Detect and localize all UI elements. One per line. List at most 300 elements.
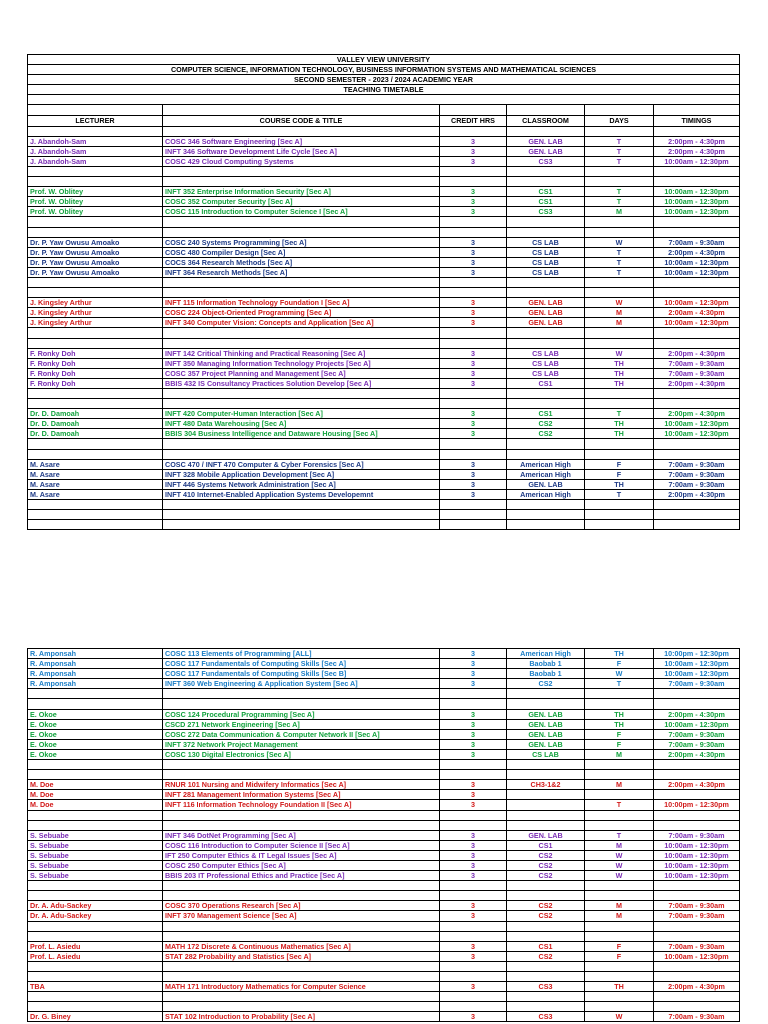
- lecturer-cell: S. Sebuabe: [28, 840, 163, 850]
- timing-cell: 10:00am - 12:30pm: [654, 156, 740, 166]
- timing-cell: 7:00am - 9:30am: [654, 1012, 740, 1022]
- timetable-row: [28, 479, 740, 489]
- classroom-cell: CS1: [507, 941, 585, 951]
- lecturer-cell: M. Asare: [28, 489, 163, 499]
- classroom-cell: CS LAB: [507, 348, 585, 358]
- timetable-row: [28, 146, 740, 156]
- timing-cell: 7:00am - 9:30am: [654, 358, 740, 368]
- classroom-cell: CS2: [507, 419, 585, 429]
- timetable-row: [28, 358, 740, 368]
- classroom-cell: CS LAB: [507, 267, 585, 277]
- credit-cell: 3: [440, 729, 507, 739]
- spacer-row: [28, 166, 740, 176]
- spacer-row: [28, 227, 740, 237]
- classroom-cell: CS1: [507, 409, 585, 419]
- credit-cell: 3: [440, 840, 507, 850]
- course-cell: COSC 429 Cloud Computing Systems: [163, 156, 440, 166]
- lecturer-cell: Prof. W. Oblitey: [28, 207, 163, 217]
- lecturer-cell: Prof. W. Oblitey: [28, 187, 163, 197]
- timetable-row: [28, 298, 740, 308]
- classroom-cell: GEN. LAB: [507, 729, 585, 739]
- credit-cell: 3: [440, 719, 507, 729]
- lecturer-cell: Prof. L. Asiedu: [28, 941, 163, 951]
- timing-cell: 7:00am - 9:30am: [654, 739, 740, 749]
- credit-cell: 3: [440, 800, 507, 810]
- timing-cell: 10:00am - 12:30pm: [654, 318, 740, 328]
- credit-cell: 3: [440, 982, 507, 992]
- classroom-cell: American High: [507, 489, 585, 499]
- lecturer-cell: Dr. D. Damoah: [28, 409, 163, 419]
- spacer-row: [28, 921, 740, 931]
- timing-cell: 2:00pm - 4:30pm: [654, 709, 740, 719]
- credit-cell: 3: [440, 669, 507, 679]
- day-cell: T: [585, 489, 654, 499]
- credit-cell: 3: [440, 318, 507, 328]
- classroom-cell: CS2: [507, 860, 585, 870]
- credit-cell: 3: [440, 237, 507, 247]
- spacer-row: [28, 389, 740, 399]
- timetable-row: [28, 237, 740, 247]
- course-cell: INFT 360 Web Engineering & Application System [Sec A]: [163, 679, 440, 689]
- classroom-cell: American High: [507, 459, 585, 469]
- course-cell: COCS 364 Research Methods [Sec A]: [163, 257, 440, 267]
- classroom-cell: Baobab 1: [507, 659, 585, 669]
- credit-cell: 3: [440, 739, 507, 749]
- lecturer-cell: J. Kingsley Arthur: [28, 308, 163, 318]
- timetable-row: [28, 378, 740, 388]
- semester-label: SECOND SEMESTER - 2023 / 2024 ACADEMIC YEAR: [28, 75, 740, 85]
- classroom-cell: GEN. LAB: [507, 739, 585, 749]
- spacer-row: [28, 961, 740, 971]
- spacer-row: [28, 126, 740, 136]
- day-cell: W: [585, 669, 654, 679]
- lecturer-cell: E. Okoe: [28, 709, 163, 719]
- classroom-cell: CH3-1&2: [507, 780, 585, 790]
- credit-cell: 3: [440, 749, 507, 759]
- lecturer-cell: S. Sebuabe: [28, 871, 163, 881]
- timing-cell: 7:00am - 9:30am: [654, 679, 740, 689]
- classroom-cell: CS3: [507, 207, 585, 217]
- day-cell: TH: [585, 358, 654, 368]
- lecturer-cell: Dr. A. Adu-Sackey: [28, 911, 163, 921]
- lecturer-cell: M. Asare: [28, 479, 163, 489]
- course-cell: MATH 171 Introductory Mathematics for Computer Science: [163, 982, 440, 992]
- timetable-row: [28, 790, 740, 800]
- lecturer-cell: F. Ronky Doh: [28, 368, 163, 378]
- timetable-row: [28, 267, 740, 277]
- spacer-row: [28, 449, 740, 459]
- document-title: TEACHING TIMETABLE: [28, 85, 740, 95]
- course-cell: COSC 115 Introduction to Computer Science I [Sec A]: [163, 207, 440, 217]
- credit-cell: 3: [440, 136, 507, 146]
- day-cell: T: [585, 257, 654, 267]
- classroom-cell: Baobab 1: [507, 669, 585, 679]
- credit-cell: 3: [440, 156, 507, 166]
- classroom-cell: CS LAB: [507, 247, 585, 257]
- credit-cell: 3: [440, 348, 507, 358]
- spacer-row: [28, 277, 740, 287]
- credit-cell: 3: [440, 659, 507, 669]
- classroom-cell: CS LAB: [507, 237, 585, 247]
- timing-cell: 2:00am - 4:30pm: [654, 308, 740, 318]
- credit-cell: 3: [440, 830, 507, 840]
- classroom-cell: CS2: [507, 850, 585, 860]
- lecturer-cell: M. Doe: [28, 780, 163, 790]
- credit-cell: 3: [440, 368, 507, 378]
- timing-cell: 10:00am - 12:30pm: [654, 429, 740, 439]
- course-cell: COSC 370 Operations Research [Sec A]: [163, 901, 440, 911]
- lecturer-cell: Dr. D. Damoah: [28, 429, 163, 439]
- spacer-row: [28, 95, 740, 105]
- spacer-row: [28, 288, 740, 298]
- timetable-row: [28, 1012, 740, 1022]
- lecturer-cell: Dr. P. Yaw Owusu Amoako: [28, 247, 163, 257]
- lecturer-cell: J. Kingsley Arthur: [28, 298, 163, 308]
- course-cell: BBIS 432 IS Consultancy Practices Solution Develop [Sec A]: [163, 378, 440, 388]
- classroom-cell: CS1: [507, 378, 585, 388]
- timing-cell: 2:00pm - 4:30pm: [654, 146, 740, 156]
- timetable-row: [28, 348, 740, 358]
- day-cell: F: [585, 951, 654, 961]
- day-cell: TH: [585, 378, 654, 388]
- lecturer-cell: S. Sebuabe: [28, 850, 163, 860]
- timetable-row: [28, 156, 740, 166]
- day-cell: TH: [585, 982, 654, 992]
- classroom-cell: GEN. LAB: [507, 146, 585, 156]
- classroom-cell: CS1: [507, 840, 585, 850]
- day-cell: T: [585, 267, 654, 277]
- timetable-row: [28, 749, 740, 759]
- classroom-cell: GEN. LAB: [507, 479, 585, 489]
- spacer-row: [28, 500, 740, 510]
- lecturer-cell: J. Abandoh-Sam: [28, 136, 163, 146]
- classroom-cell: CS1: [507, 197, 585, 207]
- course-cell: INFT 116 Information Technology Foundation II [Sec A]: [163, 800, 440, 810]
- credit-cell: 3: [440, 860, 507, 870]
- course-cell: COSC 124 Procedural Programming [Sec A]: [163, 709, 440, 719]
- classroom-cell: CS2: [507, 871, 585, 881]
- lecturer-cell: Prof. W. Oblitey: [28, 197, 163, 207]
- course-cell: COSC 224 Object-Oriented Programming [Sec A]: [163, 308, 440, 318]
- day-cell: W: [585, 298, 654, 308]
- course-cell: COSC 117 Fundamentals of Computing Skills [Sec A]: [163, 659, 440, 669]
- day-cell: T: [585, 247, 654, 257]
- day-cell: [585, 790, 654, 800]
- course-cell: INFT 370 Management Science [Sec A]: [163, 911, 440, 921]
- credit-cell: 3: [440, 901, 507, 911]
- classroom-cell: CS2: [507, 429, 585, 439]
- day-cell: TH: [585, 649, 654, 659]
- timetable-row: [28, 800, 740, 810]
- course-cell: INFT 410 Internet-Enabled Application Systems Developemnt: [163, 489, 440, 499]
- timetable-row: [28, 197, 740, 207]
- timetable-row: [28, 257, 740, 267]
- course-cell: INFT 340 Computer Vision: Concepts and Application [Sec A]: [163, 318, 440, 328]
- course-cell: INFT 364 Research Methods [Sec A]: [163, 267, 440, 277]
- timetable-row: [28, 850, 740, 860]
- timing-cell: 7:00am - 9:30am: [654, 469, 740, 479]
- credit-cell: 3: [440, 479, 507, 489]
- timetable-row: [28, 207, 740, 217]
- spacer-row: [28, 520, 740, 530]
- credit-cell: 3: [440, 267, 507, 277]
- timetable-row: [28, 409, 740, 419]
- lecturer-cell: E. Okoe: [28, 729, 163, 739]
- credit-cell: 3: [440, 489, 507, 499]
- faculty-name: COMPUTER SCIENCE, INFORMATION TECHNOLOGY, BUSINESS INFORMATION SYSTEMS AND MATHEMATICAL SCIENCES: [28, 65, 740, 75]
- university-name: VALLEY VIEW UNIVERSITY: [28, 55, 740, 65]
- day-cell: W: [585, 348, 654, 358]
- timetable-row: [28, 187, 740, 197]
- credit-cell: 3: [440, 308, 507, 318]
- course-cell: BBIS 304 Business Intelligence and Dataware Housing [Sec A]: [163, 429, 440, 439]
- lecturer-cell: F. Ronky Doh: [28, 378, 163, 388]
- timing-cell: 10:00pm - 12:30pm: [654, 800, 740, 810]
- classroom-cell: CS2: [507, 911, 585, 921]
- day-cell: M: [585, 318, 654, 328]
- credit-cell: 3: [440, 207, 507, 217]
- day-cell: TH: [585, 479, 654, 489]
- timetable-row: [28, 871, 740, 881]
- credit-cell: 3: [440, 951, 507, 961]
- timing-cell: 7:00am - 9:30am: [654, 941, 740, 951]
- day-cell: T: [585, 409, 654, 419]
- timing-cell: 7:00am - 9:30am: [654, 237, 740, 247]
- course-cell: INFT 352 Enterprise Information Security [Sec A]: [163, 187, 440, 197]
- course-cell: INFT 346 Software Development Life Cycle [Sec A]: [163, 146, 440, 156]
- classroom-cell: GEN. LAB: [507, 136, 585, 146]
- classroom-cell: GEN. LAB: [507, 318, 585, 328]
- credit-cell: 3: [440, 911, 507, 921]
- col-classroom: CLASSROOM: [507, 115, 585, 126]
- day-cell: W: [585, 1012, 654, 1022]
- day-cell: T: [585, 156, 654, 166]
- credit-cell: 3: [440, 257, 507, 267]
- course-cell: COSC 250 Computer Ethics [Sec A]: [163, 860, 440, 870]
- day-cell: T: [585, 136, 654, 146]
- timing-cell: 10:00am - 12:30pm: [654, 860, 740, 870]
- classroom-cell: CS3: [507, 982, 585, 992]
- day-cell: F: [585, 941, 654, 951]
- day-cell: M: [585, 207, 654, 217]
- timing-cell: 10:00am - 12:30pm: [654, 298, 740, 308]
- timing-cell: 2:00pm - 4:30pm: [654, 749, 740, 759]
- day-cell: T: [585, 187, 654, 197]
- timing-cell: 10:00am - 12:30pm: [654, 419, 740, 429]
- day-cell: W: [585, 850, 654, 860]
- lecturer-cell: R. Amponsah: [28, 649, 163, 659]
- classroom-cell: CS3: [507, 1012, 585, 1022]
- day-cell: M: [585, 780, 654, 790]
- course-cell: INFT 115 Information Technology Foundation I [Sec A]: [163, 298, 440, 308]
- day-cell: F: [585, 469, 654, 479]
- day-cell: W: [585, 860, 654, 870]
- credit-cell: 3: [440, 649, 507, 659]
- classroom-cell: American High: [507, 469, 585, 479]
- lecturer-cell: TBA: [28, 982, 163, 992]
- course-cell: COSC 357 Project Planning and Management [Sec A]: [163, 368, 440, 378]
- timing-cell: 10:00am - 12:30pm: [654, 871, 740, 881]
- credit-cell: 3: [440, 850, 507, 860]
- course-cell: COSC 113 Elements of Programming [ALL]: [163, 649, 440, 659]
- credit-cell: 3: [440, 780, 507, 790]
- course-cell: INFT 350 Managing Information Technology Projects [Sec A]: [163, 358, 440, 368]
- lecturer-cell: Dr. P. Yaw Owusu Amoako: [28, 237, 163, 247]
- timing-cell: 2:00pm - 4:30pm: [654, 489, 740, 499]
- timetable-row: [28, 780, 740, 790]
- credit-cell: 3: [440, 709, 507, 719]
- credit-cell: 3: [440, 146, 507, 156]
- credit-cell: 3: [440, 941, 507, 951]
- spacer-row: [28, 1002, 740, 1012]
- day-cell: W: [585, 237, 654, 247]
- course-cell: COSC 470 / INFT 470 Computer & Cyber Forensics [Sec A]: [163, 459, 440, 469]
- course-cell: COSC 130 Digital Electronics [Sec A]: [163, 749, 440, 759]
- timetable-row: [28, 709, 740, 719]
- day-cell: T: [585, 197, 654, 207]
- timetable-row: [28, 951, 740, 961]
- lecturer-cell: R. Amponsah: [28, 659, 163, 669]
- timetable-row: [28, 719, 740, 729]
- col-days: DAYS: [585, 115, 654, 126]
- timetable-row: [28, 368, 740, 378]
- timing-cell: 7:00am - 9:30am: [654, 729, 740, 739]
- timetable-row: [28, 489, 740, 499]
- course-cell: COSC 346 Software Engineering [Sec A]: [163, 136, 440, 146]
- timing-cell: 10:00am - 12:30pm: [654, 267, 740, 277]
- credit-cell: 3: [440, 459, 507, 469]
- lecturer-cell: Dr. G. Biney: [28, 1012, 163, 1022]
- credit-cell: 3: [440, 871, 507, 881]
- course-cell: COSC 117 Fundamentals of Computing Skills [Sec B]: [163, 669, 440, 679]
- lecturer-cell: S. Sebuabe: [28, 860, 163, 870]
- lecturer-cell: Dr. A. Adu-Sackey: [28, 901, 163, 911]
- classroom-cell: CS2: [507, 901, 585, 911]
- timetable-row: [28, 429, 740, 439]
- timing-cell: 2:00pm - 4:30pm: [654, 136, 740, 146]
- spacer-row: [28, 760, 740, 770]
- timetable-row: [28, 669, 740, 679]
- lecturer-cell: E. Okoe: [28, 749, 163, 759]
- timetable-row: [28, 860, 740, 870]
- course-cell: CSCD 271 Network Engineering [Sec A]: [163, 719, 440, 729]
- day-cell: F: [585, 729, 654, 739]
- timing-cell: 10:00am - 12:30pm: [654, 257, 740, 267]
- course-cell: COSC 272 Data Communication & Computer Network II [Sec A]: [163, 729, 440, 739]
- timetable-row: [28, 901, 740, 911]
- course-cell: INFT 480 Data Warehousing [Sec A]: [163, 419, 440, 429]
- timetable-row: [28, 659, 740, 669]
- credit-cell: 3: [440, 247, 507, 257]
- timetable-row: [28, 649, 740, 659]
- credit-cell: 3: [440, 298, 507, 308]
- timing-cell: 7:00am - 9:30am: [654, 368, 740, 378]
- col-lecturer: LECTURER: [28, 115, 163, 126]
- classroom-cell: [507, 790, 585, 800]
- lecturer-cell: S. Sebuabe: [28, 830, 163, 840]
- timing-cell: 10:00am - 12:30pm: [654, 207, 740, 217]
- course-cell: MATH 172 Discrete & Continuous Mathematics [Sec A]: [163, 941, 440, 951]
- course-cell: INFT 328 Mobile Application Development [Sec A]: [163, 469, 440, 479]
- timing-cell: 10:00am - 12:30pm: [654, 669, 740, 679]
- day-cell: T: [585, 800, 654, 810]
- classroom-cell: GEN. LAB: [507, 719, 585, 729]
- classroom-cell: GEN. LAB: [507, 298, 585, 308]
- day-cell: F: [585, 659, 654, 669]
- day-cell: F: [585, 739, 654, 749]
- lecturer-cell: Dr. P. Yaw Owusu Amoako: [28, 257, 163, 267]
- lecturer-cell: M. Asare: [28, 459, 163, 469]
- lecturer-cell: F. Ronky Doh: [28, 348, 163, 358]
- timetable-row: [28, 941, 740, 951]
- spacer-row: [28, 992, 740, 1002]
- classroom-cell: CS LAB: [507, 368, 585, 378]
- timing-cell: 7:00am - 9:30am: [654, 911, 740, 921]
- spacer-row: [28, 328, 740, 338]
- day-cell: TH: [585, 429, 654, 439]
- day-cell: TH: [585, 709, 654, 719]
- lecturer-cell: Dr. P. Yaw Owusu Amoako: [28, 267, 163, 277]
- timetable-page-1: [27, 54, 740, 530]
- spacer-row: [28, 820, 740, 830]
- spacer-row: [28, 338, 740, 348]
- timetable-row: [28, 308, 740, 318]
- day-cell: TH: [585, 719, 654, 729]
- credit-cell: 3: [440, 378, 507, 388]
- course-cell: COSC 352 Computer Security [Sec A]: [163, 197, 440, 207]
- spacer-row: [28, 689, 740, 699]
- course-cell: INFT 420 Computer-Human Interaction [Sec A]: [163, 409, 440, 419]
- timing-cell: 10:00pm - 12:30pm: [654, 649, 740, 659]
- classroom-cell: American High: [507, 649, 585, 659]
- lecturer-cell: Dr. D. Damoah: [28, 419, 163, 429]
- lecturer-cell: J. Abandoh-Sam: [28, 156, 163, 166]
- timing-cell: 7:00am - 9:30am: [654, 459, 740, 469]
- spacer-row: [28, 439, 740, 449]
- spacer-row: [28, 399, 740, 409]
- timing-cell: 10:00am - 12:30pm: [654, 850, 740, 860]
- lecturer-cell: M. Asare: [28, 469, 163, 479]
- timing-cell: 10:00am - 12:30pm: [654, 659, 740, 669]
- timing-cell: 2:00pm - 4:30pm: [654, 378, 740, 388]
- course-cell: INFT 372 Network Project Management: [163, 739, 440, 749]
- spacer-row: [28, 177, 740, 187]
- course-cell: STAT 282 Probability and Statistics [Sec A]: [163, 951, 440, 961]
- timetable-row: [28, 459, 740, 469]
- course-cell: COSC 240 Systems Programming [Sec A]: [163, 237, 440, 247]
- timing-cell: [654, 790, 740, 800]
- timetable-page-2: [27, 648, 740, 1022]
- timetable-row: [28, 840, 740, 850]
- timetable-row: [28, 679, 740, 689]
- lecturer-cell: Prof. L. Asiedu: [28, 951, 163, 961]
- credit-cell: 3: [440, 679, 507, 689]
- column-header-row: [28, 115, 740, 126]
- timetable-row: [28, 318, 740, 328]
- timing-cell: 10:00am - 12:30pm: [654, 840, 740, 850]
- timing-cell: 7:00am - 9:30am: [654, 479, 740, 489]
- lecturer-cell: F. Ronky Doh: [28, 358, 163, 368]
- course-cell: INFT 281 Management Information Systems [Sec A]: [163, 790, 440, 800]
- timing-cell: 7:00am - 9:30am: [654, 901, 740, 911]
- classroom-cell: CS LAB: [507, 257, 585, 267]
- lecturer-cell: E. Okoe: [28, 719, 163, 729]
- spacer-row: [28, 699, 740, 709]
- credit-cell: 3: [440, 790, 507, 800]
- day-cell: T: [585, 146, 654, 156]
- classroom-cell: GEN. LAB: [507, 830, 585, 840]
- credit-cell: 3: [440, 409, 507, 419]
